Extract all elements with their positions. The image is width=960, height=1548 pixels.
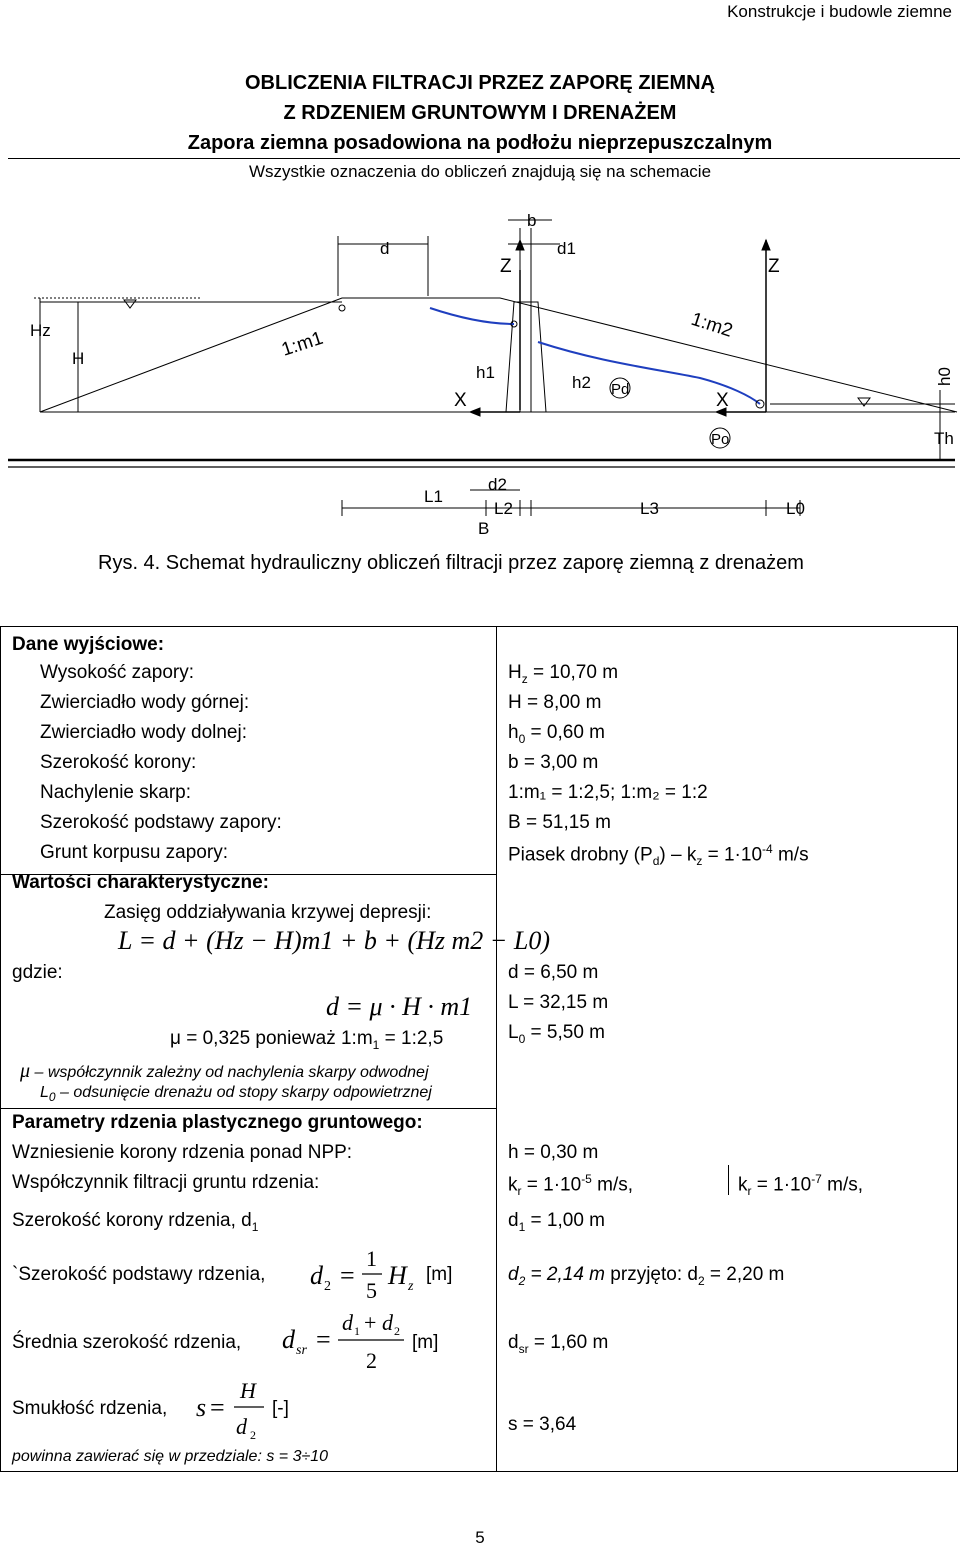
core-kr-value-2: $k_r = 1\cdot 10^{-7}$ m/s, bbox=[738, 1172, 864, 1199]
svg-text:+: + bbox=[364, 1310, 377, 1335]
input-label-2: Zwierciadło wody górnej: bbox=[40, 692, 250, 713]
core-mean-unit: [m] bbox=[412, 1332, 439, 1353]
label-m1: 1:m1 bbox=[279, 327, 326, 361]
input-label-1: Wysokość zapory: bbox=[40, 662, 194, 683]
note-mu: μ – współczynnik zależny od nachylenia skarpy odwodnej bbox=[20, 1060, 429, 1082]
core-kr-value-1: $k_r = 1\cdot 10^{-5}$ m/s, bbox=[508, 1172, 634, 1199]
svg-text:=: = bbox=[316, 1325, 331, 1354]
svg-text:d: d bbox=[342, 1310, 353, 1335]
core-heading: Parametry rdzenia plastycznego gruntowego: bbox=[12, 1112, 423, 1133]
running-header: Konstrukcje i budowle ziemne bbox=[727, 2, 952, 21]
core-elevation-label: Wzniesienie korony rdzenia ponad NPP: bbox=[12, 1142, 353, 1163]
svg-text:d: d bbox=[382, 1310, 393, 1335]
core-elevation-value: h = 0,30 m bbox=[508, 1142, 599, 1163]
svg-text:d: d bbox=[310, 1261, 323, 1290]
svg-text:2: 2 bbox=[366, 1348, 377, 1373]
input-value-7: Piasek drobny $(P_d) - k_z = 1\cdot 10^{-4}$ m/s bbox=[508, 842, 809, 869]
core-base-value: $d_2 = 2,14$ m przyjęto: $d_2 = 2,20$ m bbox=[508, 1264, 785, 1288]
label-d: d bbox=[380, 239, 390, 258]
label-h2: h2 bbox=[572, 373, 591, 392]
label-h: H bbox=[72, 349, 85, 368]
result-l0: $L_0 = 5,50$ m bbox=[508, 1022, 606, 1046]
page-number: 5 bbox=[475, 1528, 485, 1547]
subtitle: Wszystkie oznaczenia do obliczeń znajdują się na schemacie bbox=[248, 162, 712, 181]
formula-s bbox=[192, 1376, 272, 1444]
label-z-left: Z bbox=[500, 256, 512, 277]
where-label: gdzie: bbox=[12, 962, 63, 983]
kr-divider bbox=[728, 1165, 729, 1195]
label-l3: L3 bbox=[640, 499, 659, 518]
svg-text:z: z bbox=[408, 1279, 414, 1294]
label-h1: h1 bbox=[476, 363, 495, 382]
svg-text:2: 2 bbox=[324, 1279, 331, 1294]
column-separator bbox=[496, 626, 497, 1472]
input-label-6: Szerokość podstawy zapory: bbox=[40, 812, 282, 833]
input-heading: Dane wyjściowe: bbox=[12, 634, 165, 655]
input-value-4: b = 3,00 m bbox=[508, 752, 599, 773]
row-separator-2 bbox=[0, 1108, 496, 1109]
label-x-right: X bbox=[716, 390, 729, 411]
range-label: Zasięg oddziaływania krzywej depresji: bbox=[104, 902, 432, 923]
formula-l: L = d + (Hz − H)m1 + b + (Hz m2 − L0) bbox=[118, 926, 550, 955]
label-m2: 1:m2 bbox=[688, 308, 736, 342]
core-mean-label: Średnia szerokość rdzenia, bbox=[12, 1332, 242, 1353]
label-d1: d1 bbox=[557, 239, 576, 258]
label-h0: h0 bbox=[935, 367, 954, 386]
input-value-3: $h_0 = 0,60$ m bbox=[508, 722, 606, 746]
note-l0: $L_0$ – odsunięcie drenażu od stopy skarpy odpowietrznej bbox=[40, 1084, 432, 1105]
core-slender-label: Smukłość rdzenia, bbox=[12, 1398, 168, 1419]
label-b-base: B bbox=[478, 519, 490, 538]
title-rule bbox=[8, 158, 960, 159]
input-value-6: B = 51,15 m bbox=[508, 812, 611, 833]
core-slender-value: s = 3,64 bbox=[508, 1414, 577, 1435]
core-slender-note: powinna zawierać się w przedziale: s = 3÷10 bbox=[12, 1448, 329, 1465]
svg-text:=: = bbox=[210, 1393, 225, 1422]
svg-text:H: H bbox=[240, 1378, 256, 1403]
svg-text:H: H bbox=[388, 1261, 407, 1290]
svg-text:2: 2 bbox=[394, 1324, 400, 1338]
core-base-label: `Szerokość podstawy rdzenia, bbox=[12, 1264, 266, 1285]
svg-text:5: 5 bbox=[366, 1278, 377, 1303]
core-crest-value: $d_1 = 1,00$ m bbox=[508, 1210, 606, 1234]
characteristic-heading: Wartości charakterystyczne: bbox=[12, 872, 269, 893]
label-l1: L1 bbox=[424, 487, 443, 506]
title-line-1: OBLICZENIA FILTRACJI PRZEZ ZAPORĘ ZIEMNĄ bbox=[245, 72, 715, 94]
formula-d2 bbox=[306, 1244, 426, 1304]
input-label-5: Nachylenie skarp: bbox=[40, 782, 192, 803]
figure-caption: Rys. 4. Schemat hydrauliczny obliczeń filtracji przez zaporę ziemną z drenażem bbox=[98, 552, 804, 574]
formula-dsr bbox=[278, 1306, 408, 1376]
label-th: Th bbox=[934, 429, 954, 448]
label-x-left: X bbox=[454, 390, 467, 411]
core-mean-value: $d_{sr} = 1,60$ m bbox=[508, 1332, 609, 1356]
input-value-2: H = 8,00 m bbox=[508, 692, 602, 713]
label-po: Po bbox=[711, 431, 730, 448]
result-d: d = 6,50 m bbox=[508, 962, 599, 983]
label-d2: d2 bbox=[488, 475, 507, 494]
core-permeability-label: Współczynnik filtracji gruntu rdzenia: bbox=[12, 1172, 320, 1193]
input-label-4: Szerokość korony: bbox=[40, 752, 197, 773]
input-value-1: $H_z = 10,70$ m bbox=[508, 662, 619, 686]
svg-text:1: 1 bbox=[366, 1246, 377, 1271]
svg-text:d: d bbox=[236, 1414, 247, 1439]
input-label-7: Grunt korpusu zapory: bbox=[40, 842, 228, 863]
label-hz: Hz bbox=[30, 321, 51, 340]
core-crest-label: Szerokość korony rdzenia, $d_1$ bbox=[12, 1210, 259, 1234]
label-pd: Pd bbox=[611, 381, 630, 398]
svg-text:sr: sr bbox=[296, 1343, 307, 1358]
svg-text:1: 1 bbox=[354, 1324, 360, 1338]
hydraulic-scheme-diagram bbox=[0, 200, 960, 540]
title-line-2: Z RDZENIEM GRUNTOWYM I DRENAŻEM bbox=[283, 102, 677, 124]
title-line-3: Zapora ziemna posadowiona na podłożu nieprzepuszczalnym bbox=[187, 132, 773, 154]
svg-text:s: s bbox=[196, 1393, 207, 1422]
svg-text:2: 2 bbox=[250, 1428, 256, 1442]
result-l: L = 32,15 m bbox=[508, 992, 609, 1013]
label-l2: L2 bbox=[494, 499, 513, 518]
input-label-3: Zwierciadło wody dolnej: bbox=[40, 722, 247, 743]
mu-value: μ = 0,325 ponieważ $1:m_1$ = 1:2,5 bbox=[170, 1028, 444, 1052]
input-value-5: 1:m₁ = 1:2,5; 1:m₂ = 1:2 bbox=[508, 782, 708, 803]
formula-d: d = μ · H · m1 bbox=[326, 992, 473, 1021]
core-base-unit: [m] bbox=[426, 1264, 453, 1285]
core-slender-unit: [-] bbox=[272, 1398, 289, 1419]
label-z-right: Z bbox=[768, 256, 780, 277]
svg-text:=: = bbox=[340, 1261, 355, 1290]
label-b: b bbox=[527, 211, 537, 230]
label-l0: L0 bbox=[786, 499, 805, 518]
svg-text:d: d bbox=[282, 1325, 295, 1354]
